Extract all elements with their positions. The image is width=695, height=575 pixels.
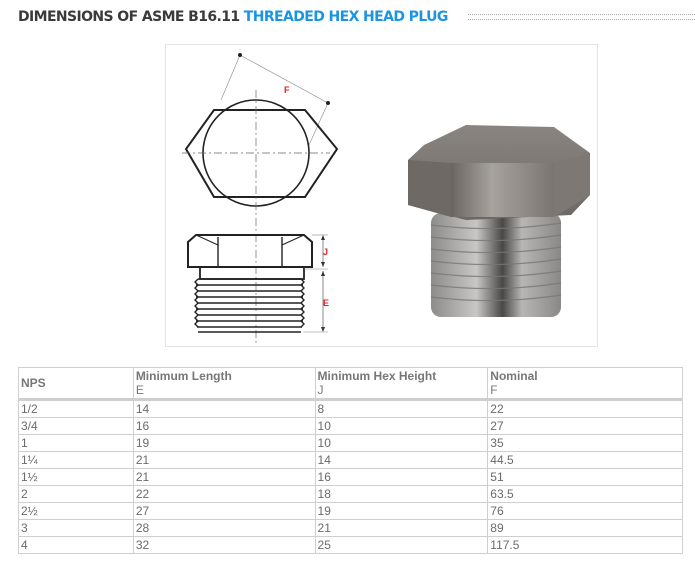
table-row: [19, 418, 683, 435]
page-title: [18, 9, 448, 25]
table-row: [19, 452, 683, 469]
table-cell: 27: [488, 418, 683, 435]
table-cell: 10: [315, 418, 488, 435]
table-cell: 3: [19, 520, 134, 537]
table-cell: 1/2: [19, 400, 134, 418]
column-header-min-hex-height: Minimum Hex Height J: [315, 368, 488, 400]
table-cell: 89: [488, 520, 683, 537]
table-cell: 3/4: [19, 418, 134, 435]
table-cell: 19: [133, 435, 315, 452]
table-cell: 14: [133, 400, 315, 418]
table-row: [19, 503, 683, 520]
table-cell: 16: [133, 418, 315, 435]
label-e: E: [323, 298, 330, 308]
product-figure: [165, 44, 598, 347]
table-cell: 44.5: [488, 452, 683, 469]
title-prefix: DIMENSIONS OF ASME B16.11: [18, 9, 240, 25]
column-header-nps: NPS: [19, 368, 134, 400]
title-accent: THREADED HEX HEAD PLUG: [243, 9, 448, 25]
dotted-divider: [468, 14, 695, 20]
table-cell: 35: [488, 435, 683, 452]
table-row: [19, 520, 683, 537]
table-cell: 16: [315, 469, 488, 486]
table-cell: 76: [488, 503, 683, 520]
table-cell: 63.5: [488, 486, 683, 503]
technical-drawing: [182, 54, 337, 346]
product-photo: [408, 125, 590, 317]
table-cell: 21: [315, 520, 488, 537]
table-cell: 21: [133, 452, 315, 469]
section-header: [18, 6, 695, 28]
table-cell: 117.5: [488, 537, 683, 554]
table-cell: 10: [315, 435, 488, 452]
table-cell: 14: [315, 452, 488, 469]
table-row: [19, 435, 683, 452]
table-cell: 51: [488, 469, 683, 486]
table-cell: 1: [19, 435, 134, 452]
table-cell: 22: [488, 400, 683, 418]
table-cell: 8: [315, 400, 488, 418]
table-cell: 2: [19, 486, 134, 503]
label-f: F: [284, 85, 290, 95]
table-cell: 27: [133, 503, 315, 520]
table-cell: 18: [315, 486, 488, 503]
table-cell: 32: [133, 537, 315, 554]
table-cell: 19: [315, 503, 488, 520]
table-cell: 22: [133, 486, 315, 503]
table-cell: 21: [133, 469, 315, 486]
table-row: [19, 537, 683, 554]
table-cell: 2½: [19, 503, 134, 520]
table-cell: 1¼: [19, 452, 134, 469]
dimensions-table: [18, 367, 683, 554]
table-cell: 4: [19, 537, 134, 554]
column-header-nominal: Nominal F: [488, 368, 683, 400]
table-cell: 25: [315, 537, 488, 554]
table-header-row: [19, 368, 683, 400]
column-header-min-length: Minimum Length E: [133, 368, 315, 400]
table-cell: 1½: [19, 469, 134, 486]
label-j: J: [323, 247, 329, 257]
table-row: [19, 469, 683, 486]
table-row: [19, 486, 683, 503]
table-row: [19, 400, 683, 418]
table-cell: 28: [133, 520, 315, 537]
hex-plug-illustration: [166, 45, 597, 346]
